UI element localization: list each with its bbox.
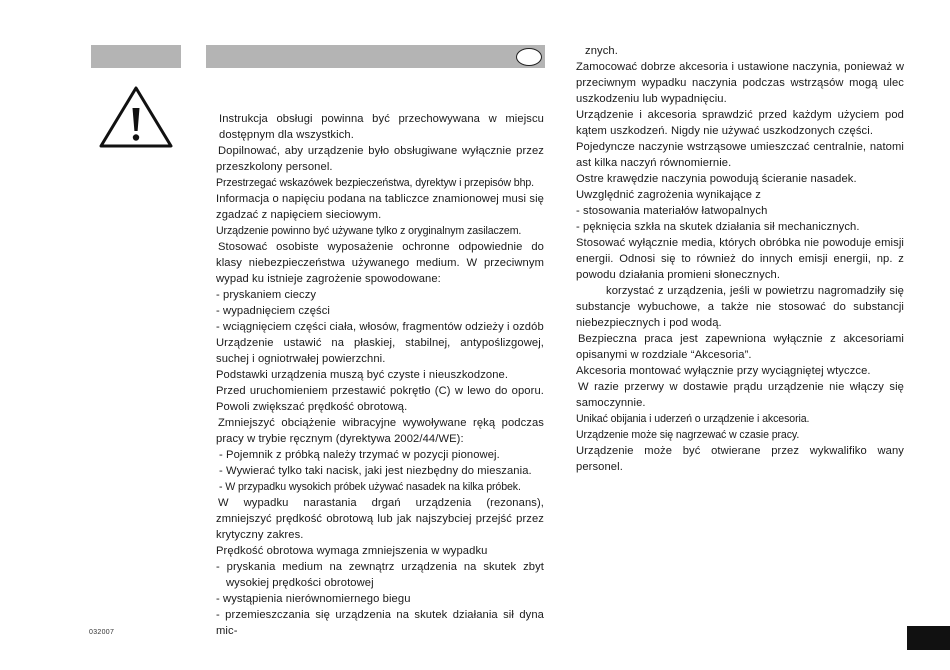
list-item: - wciągnięciem części ciała, włosów, fragmentów odzieży i ozdób [216,321,544,333]
paragraph: Zamocować dobrze akcesoria i ustawione naczynia, ponieważ w przeciwnym wypadku naczynia podczas wstrząsów mogą ulec uszkodzeniu lub wypadnięciu. [576,61,904,105]
paragraph: Stosować osobiste wyposażenie ochronne odpowiednie do klasy niebezpieczeństwa używanego medium. W przeciwnym wypad ku istnieje zagrożenie spowodowane: [216,241,544,285]
list-item: - stosowania materiałów łatwopalnych [576,205,768,217]
paragraph: Urządzenie może się nagrzewać w czasie pracy. [576,429,800,441]
safety-text-left [216,111,544,639]
page-corner-marker [907,626,950,650]
paragraph: Przestrzegać wskazówek bezpieczeństwa, dyrektyw i przepisów bhp. [216,177,535,189]
paragraph: W wypadku narastania drgań urządzenia (rezonans), zmniejszyć prędkość obrotową lub jak najszybciej przejść przez krytyczny zakres. [216,497,544,541]
paragraph: Stosować wyłącznie media, których obróbka nie powoduje emisji energii. Odnosi się to również do innych emisji energii, np. z powodu działania promieni słonecznych. [576,237,904,281]
list-item: - wystąpienia nierównomiernego biegu [216,593,411,605]
paragraph: Akcesoria montować wyłącznie przy wyciągniętej wtyczce. [576,365,871,377]
paragraph: W razie przerwy w dostawie prądu urządzenie nie włączy się samoczynnie. [576,381,904,409]
paragraph: Podstawki urządzenia muszą być czyste i nieuszkodzone. [216,369,509,381]
paragraph: Unikać obijania i uderzeń o urządzenie i akcesoria. [576,413,810,425]
list-item: - Wywierać tylko taki nacisk, jaki jest niezbędny do mieszania. [219,465,532,477]
safety-text-right [576,43,904,475]
list-item: - W przypadku wysokich próbek używać nasadek na kilka próbek. [219,481,521,493]
section-title-bar [206,45,545,68]
list-item: - pęknięcia szkła na skutek działania sił mechanicznych. [576,221,860,233]
paragraph: korzystać z urządzenia, jeśli w powietrzu nagromadziły się substancje wybuchowe, a także nie stosować do substancji niebezpiecznych i pod wodą. [576,285,904,329]
list-item: - pryskaniem cieczy [216,289,317,301]
list-item: - przemieszczania się urządzenia na skutek działania sił dyna mic- [216,609,544,637]
list-item: - wypadnięciem części [216,305,331,317]
paragraph: Prędkość obrotowa wymaga zmniejszenia w wypadku [216,545,488,557]
list-item: - pryskania medium na zewnątrz urządzenia na skutek zbyt wysokiej prędkości obrotowej [216,561,544,589]
paragraph: Zmniejszyć obciążenie wibracyjne wywoływane ręką podczas pracy w trybie ręcznym (dyrektywa 2002/44/WE): [216,417,544,445]
paragraph: Urządzenie ustawić na płaskiej, stabilnej, antypoślizgowej, suchej i ogniotrwałej powierzchni. [216,337,544,365]
paragraph: Urządzenie może być otwierane przez wykwalifiko wany personel. [576,445,904,473]
paragraph: znych. [585,45,618,57]
section-label-bar [91,45,181,68]
document-code: 032007 [89,629,115,636]
paragraph: Informacja o napięciu podana na tabliczce znamionowej musi się zgadzać z napięciem sieciowym. [216,193,544,221]
paragraph: Ostre krawędzie naczynia powodują ścieranie nasadek. [576,173,857,185]
paragraph: Dopilnować, aby urządzenie było obsługiwane wyłącznie przez przeszkolony personel. [216,145,544,173]
paragraph: Urządzenie powinno być używane tylko z oryginalnym zasilaczem. [216,225,522,237]
paragraph: Uwzględnić zagrożenia wynikające z [576,189,761,201]
paragraph: Bezpieczna praca jest zapewniona wyłącznie z akcesoriami opisanymi w rozdziale “Akcesoria”. [576,333,904,361]
paragraph: Przed uruchomieniem przestawić pokrętło (C) w lewo do oporu. Powoli zwiększać prędkość obrotową. [216,385,544,413]
warning-triangle-icon [98,84,174,150]
language-badge [516,48,542,66]
paragraph: Instrukcja obsługi powinna być przechowywana w miejscu dostępnym dla wszystkich. [219,113,544,141]
paragraph: Pojedyncze naczynie wstrząsowe umieszczać centralnie, natomi ast kilka naczyń równomiernie. [576,141,904,169]
paragraph: Urządzenie i akcesoria sprawdzić przed każdym użyciem pod kątem uszkodzeń. Nigdy nie używać uszkodzonych części. [576,109,904,137]
list-item: - Pojemnik z próbką należy trzymać w pozycji pionowej. [219,449,500,461]
